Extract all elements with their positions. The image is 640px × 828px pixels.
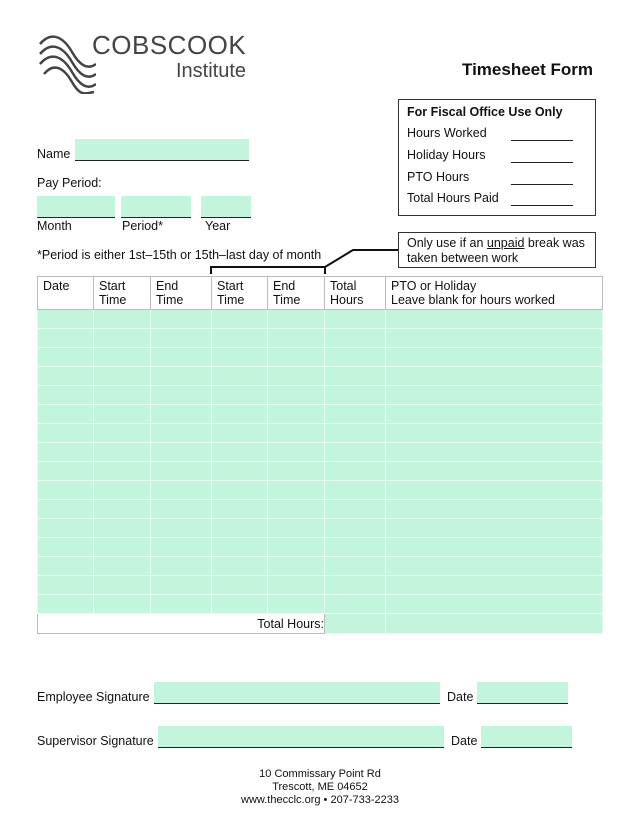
- cell-end-time-2[interactable]: [268, 462, 325, 481]
- cell-start-time-2[interactable]: [212, 367, 268, 386]
- cell-pto-holiday[interactable]: [386, 481, 603, 500]
- name-label: Name: [37, 147, 71, 161]
- cell-end-time-1[interactable]: [151, 405, 212, 424]
- cell-end-time-2[interactable]: [268, 367, 325, 386]
- cell-start-time-2[interactable]: [212, 443, 268, 462]
- table-row: [38, 310, 603, 329]
- cell-end-time-1[interactable]: [151, 443, 212, 462]
- cell-pto-holiday[interactable]: [386, 557, 603, 576]
- cell-date[interactable]: [38, 348, 94, 367]
- table-row: [38, 500, 603, 519]
- period-label: Period*: [122, 219, 163, 233]
- total-hours-input[interactable]: [325, 614, 386, 634]
- year-label: Year: [205, 219, 231, 233]
- table-row: [38, 595, 603, 614]
- cell-total-hours[interactable]: [325, 500, 386, 519]
- logo-waves-icon: [38, 30, 96, 94]
- cell-start-time-1[interactable]: [94, 367, 151, 386]
- cell-pto-holiday[interactable]: [386, 386, 603, 405]
- fiscal-hours-worked-label: Hours Worked: [407, 126, 487, 140]
- total-hours-label: Total Hours:: [38, 614, 325, 634]
- employee-signature-input[interactable]: [154, 682, 440, 704]
- table-row: [38, 557, 603, 576]
- employee-date-input[interactable]: [477, 682, 568, 704]
- cell-date[interactable]: [38, 481, 94, 500]
- cell-pto-holiday[interactable]: [386, 500, 603, 519]
- cell-end-time-2[interactable]: [268, 557, 325, 576]
- cell-end-time-1[interactable]: [151, 500, 212, 519]
- cell-start-time-1[interactable]: [94, 519, 151, 538]
- cell-date[interactable]: [38, 519, 94, 538]
- cell-pto-holiday[interactable]: [386, 405, 603, 424]
- cell-end-time-1[interactable]: [151, 519, 212, 538]
- fiscal-heading: For Fiscal Office Use Only: [407, 105, 563, 119]
- cell-start-time-2[interactable]: [212, 405, 268, 424]
- cell-pto-holiday[interactable]: [386, 443, 603, 462]
- supervisor-date-label: Date: [451, 734, 478, 748]
- cell-date[interactable]: [38, 367, 94, 386]
- cell-end-time-1[interactable]: [151, 481, 212, 500]
- header-start-time-1: Start Time: [94, 277, 151, 310]
- cell-start-time-2[interactable]: [212, 595, 268, 614]
- cell-start-time-1[interactable]: [94, 329, 151, 348]
- logo-text: COBSCOOK: [92, 30, 247, 60]
- table-row: [38, 348, 603, 367]
- cell-start-time-1[interactable]: [94, 462, 151, 481]
- cell-end-time-1[interactable]: [151, 367, 212, 386]
- cell-end-time-2[interactable]: [268, 595, 325, 614]
- cell-end-time-1[interactable]: [151, 329, 212, 348]
- cell-start-time-2[interactable]: [212, 462, 268, 481]
- supervisor-date-input[interactable]: [481, 726, 572, 748]
- cell-pto-holiday[interactable]: [386, 576, 603, 595]
- cell-start-time-2[interactable]: [212, 481, 268, 500]
- cell-pto-holiday[interactable]: [386, 329, 603, 348]
- cell-date[interactable]: [38, 310, 94, 329]
- cell-pto-holiday[interactable]: [386, 595, 603, 614]
- cell-start-time-1[interactable]: [94, 576, 151, 595]
- break-callout: [398, 232, 596, 268]
- table-row: [38, 367, 603, 386]
- cell-date[interactable]: [38, 405, 94, 424]
- cell-end-time-1[interactable]: [151, 557, 212, 576]
- cell-date[interactable]: [38, 557, 94, 576]
- fiscal-pto-hours-label: PTO Hours: [407, 170, 470, 184]
- cell-start-time-2[interactable]: [212, 348, 268, 367]
- cell-start-time-1[interactable]: [94, 557, 151, 576]
- header-end-time-1: End Time: [151, 277, 212, 310]
- cell-date[interactable]: [38, 595, 94, 614]
- header-date: Date: [38, 277, 94, 310]
- cell-end-time-1[interactable]: [151, 424, 212, 443]
- footer-address-line2: Trescott, ME 04652: [272, 781, 368, 793]
- header-start-time-2: Start Time: [212, 277, 268, 310]
- table-row: [38, 424, 603, 443]
- cell-total-hours[interactable]: [325, 595, 386, 614]
- cell-total-hours[interactable]: [325, 386, 386, 405]
- cell-total-hours[interactable]: [325, 519, 386, 538]
- cell-pto-holiday[interactable]: [386, 538, 603, 557]
- period-input[interactable]: [121, 196, 191, 218]
- cell-date[interactable]: [38, 386, 94, 405]
- cell-total-hours[interactable]: [325, 462, 386, 481]
- cell-end-time-1[interactable]: [151, 310, 212, 329]
- cell-end-time-2[interactable]: [268, 519, 325, 538]
- cell-start-time-2[interactable]: [212, 519, 268, 538]
- footer-contact: www.thecclc.org • 207-733-2233: [241, 794, 399, 806]
- cell-end-time-1[interactable]: [151, 462, 212, 481]
- cell-pto-holiday[interactable]: [386, 424, 603, 443]
- cell-date[interactable]: [38, 462, 94, 481]
- cell-total-hours[interactable]: [325, 367, 386, 386]
- cell-pto-holiday[interactable]: [386, 462, 603, 481]
- table-row: [38, 405, 603, 424]
- callout-underlined: unpaid: [486, 236, 525, 250]
- fiscal-holiday-hours-blank: [511, 162, 573, 163]
- cell-pto-holiday[interactable]: [386, 519, 603, 538]
- footer: [0, 768, 640, 807]
- table-header-row: [38, 277, 603, 310]
- supervisor-signature-label: Supervisor Signature: [37, 734, 154, 748]
- table-row: [38, 576, 603, 595]
- cell-end-time-1[interactable]: [151, 595, 212, 614]
- cell-end-time-1[interactable]: [151, 538, 212, 557]
- table-row: [38, 519, 603, 538]
- cell-start-time-1[interactable]: [94, 310, 151, 329]
- fiscal-office-box: [398, 99, 596, 216]
- cell-total-hours[interactable]: [325, 405, 386, 424]
- cell-start-time-1[interactable]: [94, 500, 151, 519]
- cell-start-time-1[interactable]: [94, 348, 151, 367]
- employee-signature-label: Employee Signature: [37, 690, 150, 704]
- cell-total-hours[interactable]: [325, 538, 386, 557]
- fiscal-pto-hours-blank: [511, 184, 573, 185]
- cell-total-hours[interactable]: [325, 576, 386, 595]
- cell-start-time-2[interactable]: [212, 557, 268, 576]
- total-pto-input[interactable]: [386, 614, 603, 634]
- cell-start-time-2[interactable]: [212, 424, 268, 443]
- pay-period-label: Pay Period:: [37, 176, 102, 190]
- cell-end-time-2[interactable]: [268, 500, 325, 519]
- cell-end-time-2[interactable]: [268, 329, 325, 348]
- page-title: Timesheet Form: [462, 60, 594, 79]
- fiscal-hours-worked-blank: [511, 140, 573, 141]
- fiscal-holiday-hours-label: Holiday Hours: [407, 148, 486, 162]
- cell-total-hours[interactable]: [325, 424, 386, 443]
- cell-start-time-1[interactable]: [94, 405, 151, 424]
- cell-date[interactable]: [38, 576, 94, 595]
- cell-start-time-2[interactable]: [212, 386, 268, 405]
- table-row: [38, 329, 603, 348]
- table-row: [38, 386, 603, 405]
- header-total-hours: Total Hours: [325, 277, 386, 310]
- cell-start-time-2[interactable]: [212, 310, 268, 329]
- cell-end-time-1[interactable]: [151, 386, 212, 405]
- table-row: [38, 443, 603, 462]
- cell-total-hours[interactable]: [325, 557, 386, 576]
- cell-start-time-1[interactable]: [94, 386, 151, 405]
- fiscal-total-hours-blank: [511, 205, 573, 206]
- cell-date[interactable]: [38, 329, 94, 348]
- cell-pto-holiday[interactable]: [386, 348, 603, 367]
- cell-end-time-2[interactable]: [268, 424, 325, 443]
- cell-date[interactable]: [38, 500, 94, 519]
- cell-start-time-1[interactable]: [94, 538, 151, 557]
- cell-end-time-2[interactable]: [268, 405, 325, 424]
- cell-start-time-2[interactable]: [212, 500, 268, 519]
- employee-date-label: Date: [447, 690, 474, 704]
- cell-start-time-2[interactable]: [212, 576, 268, 595]
- cell-total-hours[interactable]: [325, 348, 386, 367]
- cell-total-hours[interactable]: [325, 443, 386, 462]
- month-label: Month: [37, 219, 72, 233]
- month-input[interactable]: [37, 196, 115, 218]
- cell-start-time-1[interactable]: [94, 595, 151, 614]
- cell-total-hours[interactable]: [325, 481, 386, 500]
- timesheet-table: [37, 276, 603, 634]
- cell-end-time-2[interactable]: [268, 386, 325, 405]
- total-row: [38, 614, 603, 634]
- period-note: *Period is either 1st–15th or 15th–last day of month: [37, 248, 322, 262]
- cell-date[interactable]: [38, 424, 94, 443]
- cell-end-time-2[interactable]: [268, 310, 325, 329]
- cell-total-hours[interactable]: [325, 310, 386, 329]
- cell-start-time-1[interactable]: [94, 424, 151, 443]
- cell-date[interactable]: [38, 443, 94, 462]
- header-pto-holiday: PTO or Holiday Leave blank for hours worked: [386, 277, 603, 310]
- cell-end-time-1[interactable]: [151, 576, 212, 595]
- callout-suffix: break was taken between work: [407, 236, 585, 265]
- callout-prefix: Only use if an: [407, 236, 487, 250]
- table-row: [38, 538, 603, 557]
- supervisor-signature-input[interactable]: [158, 726, 444, 748]
- callout-bracket: [205, 244, 405, 276]
- cell-start-time-2[interactable]: [212, 329, 268, 348]
- name-input[interactable]: [75, 139, 249, 161]
- cell-pto-holiday[interactable]: [386, 367, 603, 386]
- footer-address-line1: 10 Commissary Point Rd: [259, 768, 381, 780]
- cell-end-time-2[interactable]: [268, 538, 325, 557]
- header-end-time-2: End Time: [268, 277, 325, 310]
- year-input[interactable]: [201, 196, 251, 218]
- fiscal-total-hours-label: Total Hours Paid: [407, 191, 499, 205]
- cell-pto-holiday[interactable]: [386, 310, 603, 329]
- table-row: [38, 481, 603, 500]
- table-row: [38, 462, 603, 481]
- cell-end-time-2[interactable]: [268, 576, 325, 595]
- cell-start-time-1[interactable]: [94, 443, 151, 462]
- cell-end-time-1[interactable]: [151, 348, 212, 367]
- cell-end-time-2[interactable]: [268, 443, 325, 462]
- cell-start-time-2[interactable]: [212, 538, 268, 557]
- cell-date[interactable]: [38, 538, 94, 557]
- cell-start-time-1[interactable]: [94, 481, 151, 500]
- logo-subtext: Institute: [176, 60, 247, 82]
- cell-end-time-2[interactable]: [268, 348, 325, 367]
- cell-total-hours[interactable]: [325, 329, 386, 348]
- cell-end-time-2[interactable]: [268, 481, 325, 500]
